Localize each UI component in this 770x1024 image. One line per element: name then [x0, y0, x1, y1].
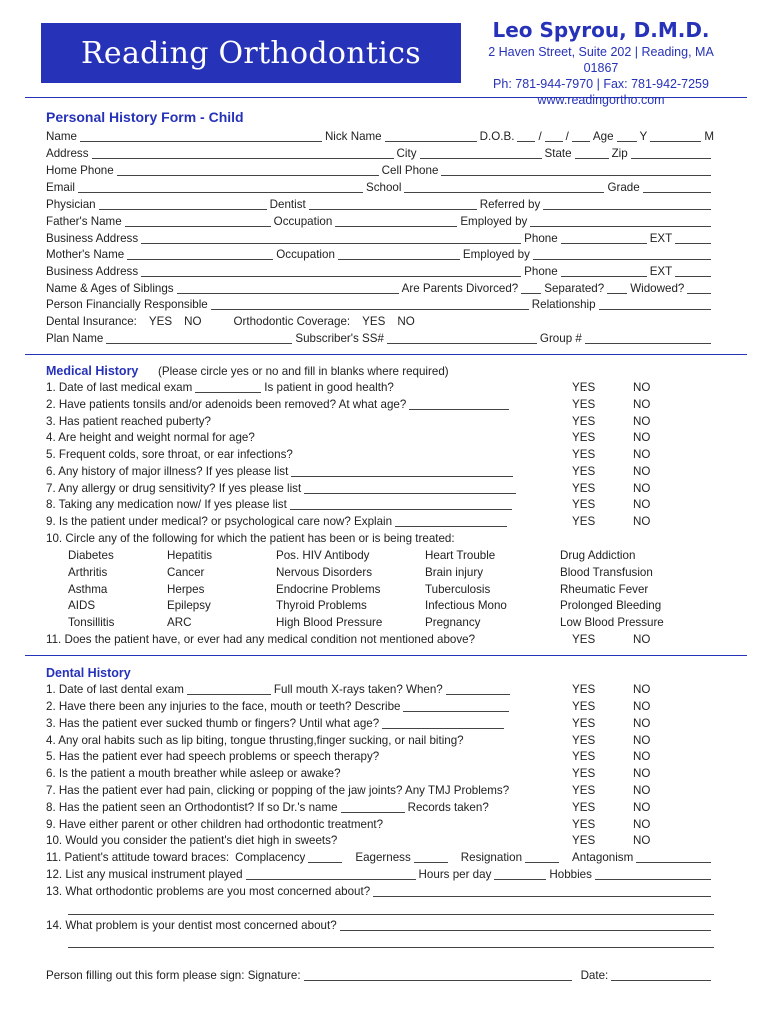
practice-website[interactable]: www.readingortho.com	[537, 93, 665, 107]
address-field[interactable]	[92, 146, 394, 159]
medical-q1: 1. Date of last medical exam Is patient in good health?	[46, 381, 394, 394]
mother-name-field[interactable]	[127, 247, 273, 260]
med-q2-no[interactable]: NO	[633, 398, 651, 411]
medical-q2: 2. Have patients tonsils and/or adenoids been removed? At what age?	[46, 397, 512, 413]
medical-heading: Medical History	[46, 364, 139, 378]
complacency-field[interactable]	[308, 850, 342, 863]
dent-q1-yes[interactable]: YES	[572, 683, 596, 696]
row-mother-business: Business Address Phone EXT	[46, 263, 714, 280]
dent-q10-no[interactable]: NO	[633, 834, 651, 847]
condition-item[interactable]: Endocrine Problems	[276, 583, 381, 596]
condition-item[interactable]: Asthma	[68, 583, 108, 596]
medical-q4: 4. Are height and weight normal for age?	[46, 431, 255, 444]
nick-name-field[interactable]	[385, 129, 477, 142]
dent-q9-yes[interactable]: YES	[572, 818, 596, 831]
state-field[interactable]	[575, 146, 609, 159]
insurance-no[interactable]: NO	[184, 315, 202, 328]
condition-item[interactable]: Diabetes	[68, 549, 114, 562]
hours-field[interactable]	[494, 867, 546, 880]
dental-q7: 7. Has the patient ever had pain, clicking or popping of the jaw joints? Any TMJ Problems?	[46, 784, 510, 797]
condition-item[interactable]: Prolonged Bleeding	[560, 599, 662, 612]
row-name: Name Nick Name D.O.B. / / Age Y M	[46, 130, 714, 143]
siblings-field[interactable]	[177, 281, 399, 294]
home-phone-field[interactable]	[117, 163, 379, 176]
mother-ext-field[interactable]	[675, 264, 711, 277]
dental-q10: 10. Would you consider the patient's diet high in sweets?	[46, 834, 338, 847]
age-months-field[interactable]	[650, 129, 701, 142]
med-q11-yes[interactable]: YES	[572, 633, 596, 646]
eagerness-field[interactable]	[414, 850, 448, 863]
dent-q1-no[interactable]: NO	[633, 683, 651, 696]
med-q9-yes[interactable]: YES	[572, 515, 596, 528]
subscriber-ss-field[interactable]	[387, 331, 537, 344]
condition-item[interactable]: Nervous Disorders	[276, 566, 372, 579]
condition-item[interactable]: Heart Trouble	[425, 549, 496, 562]
dental-q8: 8. Has the patient seen an Orthodontist? If so Dr.'s name Records taken?	[46, 801, 489, 814]
dental-q2: 2. Have there been any injuries to the face, mouth or teeth? Describe	[46, 699, 512, 715]
condition-item[interactable]: ARC	[167, 616, 192, 629]
dent-q6-yes[interactable]: YES	[572, 767, 596, 780]
signature-field[interactable]	[304, 968, 572, 981]
condition-item[interactable]: Cancer	[167, 566, 205, 579]
condition-item[interactable]: Pregnancy	[425, 616, 481, 629]
med-q6-no[interactable]: NO	[633, 465, 651, 478]
medical-q5: 5. Frequent colds, sore throat, or ear infections?	[46, 448, 293, 461]
father-business-address-field[interactable]	[141, 231, 521, 244]
dental-q4: 4. Any oral habits such as lip biting, tongue thrusting,finger sucking, or nail biting?	[46, 734, 464, 747]
dent-q4-yes[interactable]: YES	[572, 734, 596, 747]
hobbies-field[interactable]	[595, 867, 711, 880]
condition-item[interactable]: Blood Transfusion	[560, 566, 653, 579]
row-address: Address City State Zip	[46, 145, 714, 162]
dent-q2-no[interactable]: NO	[633, 700, 651, 713]
condition-item[interactable]: Tuberculosis	[425, 583, 491, 596]
referred-by-field[interactable]	[543, 197, 711, 210]
condition-item[interactable]: Thyroid Problems	[276, 599, 367, 612]
med-q11-no[interactable]: NO	[633, 633, 651, 646]
medical-q8: 8. Taking any medication now/ If yes please list	[46, 497, 515, 513]
ortho-concern-line-2[interactable]	[68, 914, 714, 915]
school-field[interactable]	[404, 180, 604, 193]
zip-field[interactable]	[631, 146, 711, 159]
med-q1-no[interactable]: NO	[633, 381, 651, 394]
dent-q7-yes[interactable]: YES	[572, 784, 596, 797]
dental-q6: 6. Is the patient a mouth breather while asleep or awake?	[46, 767, 341, 780]
coverage-yes[interactable]: YES	[362, 315, 386, 328]
med-q9-no[interactable]: NO	[633, 515, 651, 528]
med-q5-yes[interactable]: YES	[572, 448, 596, 461]
father-business-phone-field[interactable]	[561, 231, 647, 244]
dent-q2-yes[interactable]: YES	[572, 700, 596, 713]
dent-q10-yes[interactable]: YES	[572, 834, 596, 847]
row-father-business: Business Address Phone EXT	[46, 230, 714, 247]
condition-item[interactable]: Low Blood Pressure	[560, 616, 664, 629]
mother-business-phone-field[interactable]	[561, 264, 647, 277]
cell-phone-field[interactable]	[441, 163, 711, 176]
dentist-concern-line-2[interactable]	[68, 947, 714, 948]
med-q6-yes[interactable]: YES	[572, 465, 596, 478]
condition-item[interactable]: Tonsillitis	[68, 616, 115, 629]
dental-q11: 11. Patient's attitude toward braces: Complacency Eagerness Resignation Antagonism	[46, 850, 714, 866]
physician-field[interactable]	[99, 197, 267, 210]
practice-name: Reading Orthodontics	[81, 35, 421, 71]
dental-q5: 5. Has the patient ever had speech problems or speech therapy?	[46, 750, 380, 763]
dental-q1: 1. Date of last dental exam Full mouth X-rays taken? When?	[46, 682, 513, 698]
relationship-field[interactable]	[599, 297, 711, 310]
medical-q10: 10. Circle any of the following for which the patient has been or is being treated:	[46, 532, 455, 545]
condition-item[interactable]: AIDS	[68, 599, 96, 612]
medical-q9: 9. Is the patient under medical? or psychological care now? Explain	[46, 514, 510, 530]
separated-field[interactable]	[607, 281, 627, 294]
dentist-field[interactable]	[309, 197, 477, 210]
dob-day-field[interactable]	[545, 129, 563, 142]
dental-q9: 9. Have either parent or other children had orthodontic treatment?	[46, 818, 384, 831]
practice-address: 2 Haven Street, Suite 202 | Reading, MA 01867	[488, 45, 714, 75]
mother-employer-field[interactable]	[533, 247, 711, 260]
condition-item[interactable]: Drug Addiction	[560, 549, 636, 562]
med-q3-yes[interactable]: YES	[572, 415, 596, 428]
date-label: Date:	[580, 969, 609, 982]
med-q8-no[interactable]: NO	[633, 498, 651, 511]
dent-q3-no[interactable]: NO	[633, 717, 651, 730]
row-phones: Home Phone Cell Phone	[46, 162, 714, 179]
dental-q13: 13. What orthodontic problems are you most concerned about?	[46, 884, 714, 900]
grade-field[interactable]	[643, 180, 711, 193]
medical-q6: 6. Any history of major illness? If yes please list	[46, 464, 516, 480]
dentist-concern-field[interactable]	[340, 918, 711, 931]
insurance-yes[interactable]: YES	[148, 315, 173, 328]
medical-q11: 11. Does the patient have, or ever had any medical condition not mentioned above?	[46, 633, 476, 646]
condition-item[interactable]: Herpes	[167, 583, 205, 596]
form-title: Personal History Form - Child	[46, 109, 244, 125]
row-insurance: Dental Insurance: YES NO Orthodontic Coverage: YES NO	[46, 315, 415, 328]
condition-item[interactable]: Epilepsy	[167, 599, 211, 612]
med-q4-yes[interactable]: YES	[572, 431, 596, 444]
medical-q7: 7. Any allergy or drug sensitivity? If yes please list	[46, 481, 519, 497]
row-father: Father's Name Occupation Employed by	[46, 213, 714, 230]
med-q1-yes[interactable]: YES	[572, 381, 596, 394]
instrument-field[interactable]	[246, 867, 416, 880]
row-email: Email School Grade	[46, 179, 714, 196]
divider	[25, 354, 747, 355]
mother-business-address-field[interactable]	[141, 264, 521, 277]
dental-q14: 14. What problem is your dentist most concerned about?	[46, 918, 714, 934]
medical-q3: 3. Has patient reached puberty?	[46, 415, 211, 428]
med-q2-yes[interactable]: YES	[572, 398, 596, 411]
row-siblings: Name & Ages of Siblings Are Parents Divorced? Separated? Widowed?	[46, 280, 714, 297]
practice-phones: Ph: 781-944-7970 | Fax: 781-942-7259	[493, 77, 709, 91]
dental-heading: Dental History	[46, 666, 131, 680]
age-years-field[interactable]	[617, 129, 637, 142]
father-employer-field[interactable]	[530, 214, 711, 227]
divider	[25, 97, 747, 98]
mother-occupation-field[interactable]	[338, 247, 460, 260]
father-name-field[interactable]	[125, 214, 271, 227]
dent-q8-yes[interactable]: YES	[572, 801, 596, 814]
dob-month-field[interactable]	[517, 129, 535, 142]
email-field[interactable]	[78, 180, 363, 193]
dent-q8-no[interactable]: NO	[633, 801, 651, 814]
dental-q12: 12. List any musical instrument played Hours per day Hobbies	[46, 867, 714, 883]
antagonism-field[interactable]	[636, 850, 711, 863]
signature-label: Person filling out this form please sign: Signature:	[46, 969, 301, 982]
father-occupation-field[interactable]	[335, 214, 457, 227]
dob-year-field[interactable]	[572, 129, 590, 142]
contact-block	[470, 16, 732, 108]
resignation-field[interactable]	[525, 850, 559, 863]
med-q4-no[interactable]: NO	[633, 431, 651, 444]
city-field[interactable]	[420, 146, 542, 159]
med-q5-no[interactable]: NO	[633, 448, 651, 461]
condition-item[interactable]: High Blood Pressure	[276, 616, 383, 629]
dent-q7-no[interactable]: NO	[633, 784, 651, 797]
row-financial: Person Financially Responsible Relationship	[46, 296, 714, 313]
med-q3-no[interactable]: NO	[633, 415, 651, 428]
practice-logo	[41, 23, 461, 83]
dent-q3-yes[interactable]: YES	[572, 717, 596, 730]
row-physician: Physician Dentist Referred by	[46, 196, 714, 213]
condition-item[interactable]: Rheumatic Fever	[560, 583, 649, 596]
row-plan: Plan Name Subscriber's SS# Group #	[46, 330, 714, 347]
plan-name-field[interactable]	[106, 331, 292, 344]
ortho-concern-field[interactable]	[373, 884, 711, 897]
divorced-field[interactable]	[521, 281, 541, 294]
med-q7-no[interactable]: NO	[633, 482, 651, 495]
doctor-name: Leo Spyrou, D.M.D.	[492, 18, 710, 42]
coverage-no[interactable]: NO	[397, 315, 415, 328]
condition-item[interactable]: Pos. HIV Antibody	[276, 549, 370, 562]
med-q7-yes[interactable]: YES	[572, 482, 596, 495]
dent-q6-no[interactable]: NO	[633, 767, 651, 780]
medical-instruction: (Please circle yes or no and fill in blanks where required)	[158, 365, 449, 378]
dent-q5-no[interactable]: NO	[633, 750, 651, 763]
condition-item[interactable]: Infectious Mono	[425, 599, 507, 612]
condition-item[interactable]: Brain injury	[425, 566, 483, 579]
financially-responsible-field[interactable]	[211, 297, 529, 310]
med-q8-yes[interactable]: YES	[572, 498, 596, 511]
condition-item[interactable]: Arthritis	[68, 566, 108, 579]
widowed-field[interactable]	[687, 281, 711, 294]
dent-q5-yes[interactable]: YES	[572, 750, 596, 763]
row-mother: Mother's Name Occupation Employed by	[46, 246, 714, 263]
signature-row	[46, 968, 714, 984]
date-field[interactable]	[611, 968, 711, 981]
condition-item[interactable]: Hepatitis	[167, 549, 213, 562]
group-field[interactable]	[585, 331, 711, 344]
dental-q3: 3. Has the patient ever sucked thumb or fingers? Until what age?	[46, 716, 507, 732]
divider	[25, 655, 747, 656]
dent-q9-no[interactable]: NO	[633, 818, 651, 831]
name-field[interactable]	[80, 129, 322, 142]
dent-q4-no[interactable]: NO	[633, 734, 651, 747]
father-ext-field[interactable]	[675, 231, 711, 244]
